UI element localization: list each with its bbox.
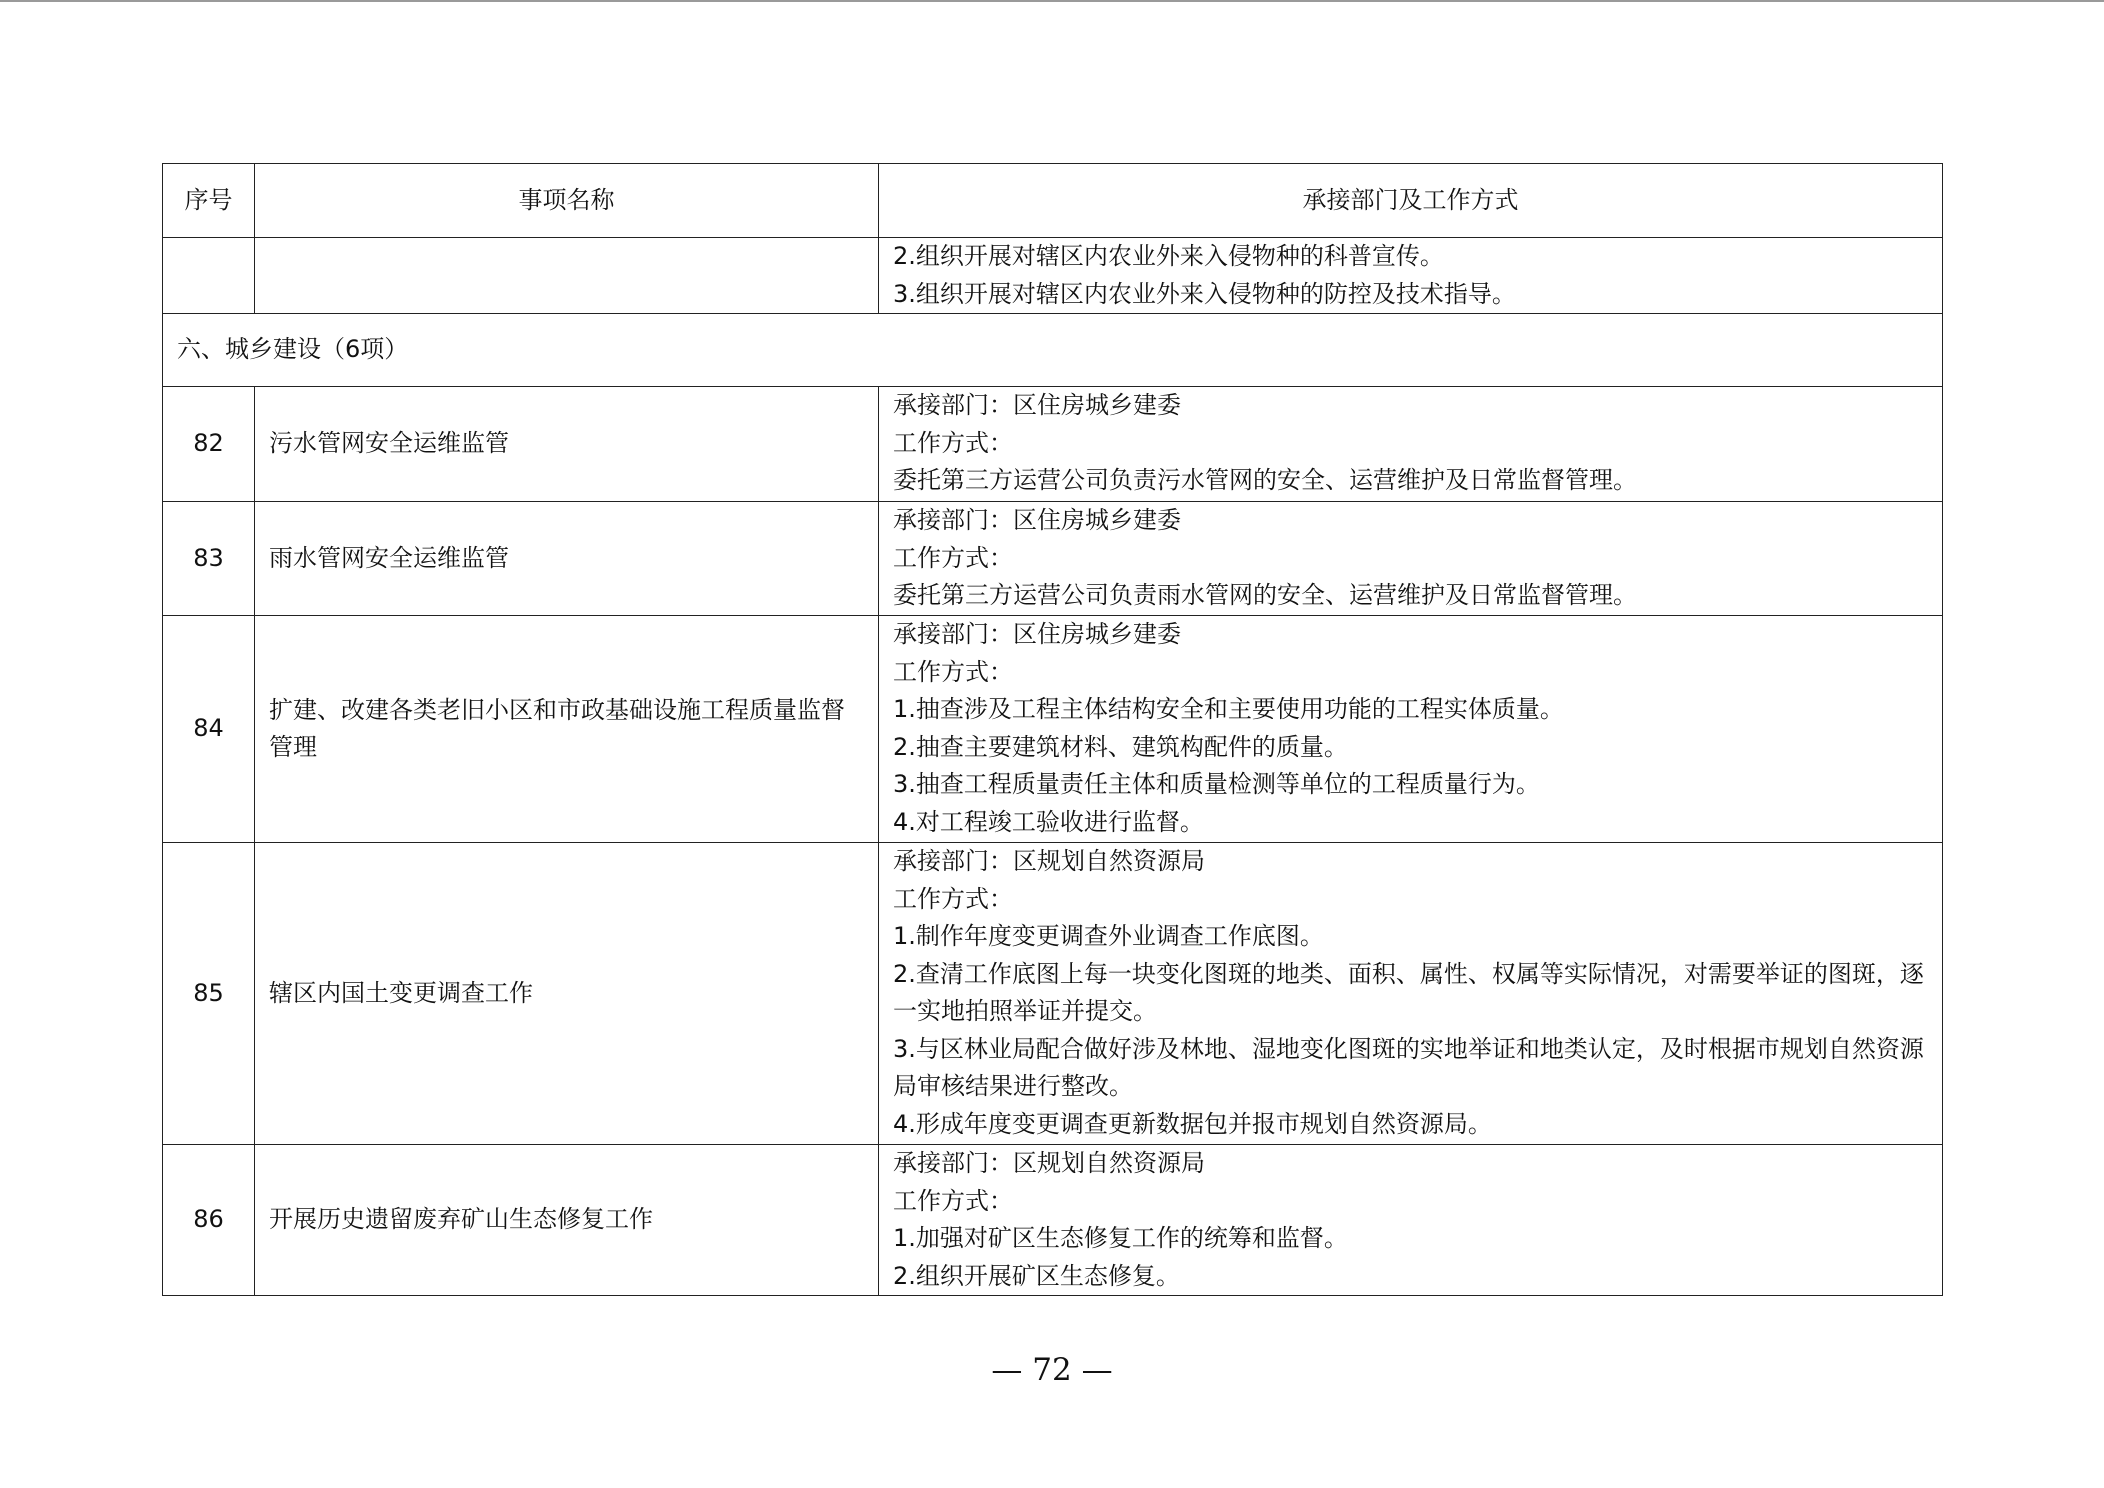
- dept-method-line: 委托第三方运营公司负责污水管网的安全、运营维护及日常监督管理。: [893, 466, 1637, 494]
- dept-method-line: 3.与区林业局配合做好涉及林地、湿地变化图斑的实地举证和地类认定，及时根据市规划自然资源局审核结果进行整改。: [893, 1034, 1924, 1100]
- dept-method-line: 委托第三方运营公司负责雨水管网的安全、运营维护及日常监督管理。: [893, 581, 1637, 609]
- dept-method-line: 工作方式：: [893, 657, 1013, 686]
- dept-method-line: 承接部门：区住房城乡建委: [893, 620, 1181, 648]
- table-row: [163, 1145, 1943, 1296]
- dept-method-line: 4.对工程竣工验收进行监督。: [893, 807, 1204, 836]
- dept-method-line: 2.查清工作底图上每一块变化图斑的地类、面积、属性、权属等实际情况，对需要举证的图斑，逐一实地拍照举证并提交。: [893, 959, 1924, 1025]
- dept-method-line: 承接部门：区规划自然资源局: [893, 847, 1205, 875]
- dept-method-line: 3.抽查工程质量责任主体和质量检测等单位的工程质量行为。: [893, 770, 1540, 798]
- dept-method-line: 4.形成年度变更调查更新数据包并报市规划自然资源局。: [893, 1109, 1492, 1138]
- continuation-name-cell: [255, 238, 879, 314]
- table-row: [163, 387, 1943, 502]
- items-table: [162, 163, 1943, 1296]
- row-item-name: 扩建、改建各类老旧小区和市政基础设施工程质量监督管理: [255, 616, 879, 843]
- row-item-name: 雨水管网安全运维监管: [255, 502, 879, 616]
- dept-method-line: 2.组织开展矿区生态修复。: [893, 1261, 1180, 1290]
- row-dept-method: [879, 843, 1943, 1145]
- continuation-line: 2.组织开展对辖区内农业外来入侵物种的科普宣传。: [893, 242, 1444, 270]
- row-item-name: 污水管网安全运维监管: [255, 387, 879, 502]
- table-header-row: [163, 164, 1943, 238]
- dept-method-line: 承接部门：区规划自然资源局: [893, 1149, 1205, 1177]
- continuation-num-cell: [163, 238, 255, 314]
- dept-method-line: 承接部门：区住房城乡建委: [893, 391, 1181, 419]
- header-col-dept: 承接部门及工作方式: [879, 164, 1943, 238]
- row-item-name: 开展历史遗留废弃矿山生态修复工作: [255, 1145, 879, 1296]
- row-number: 82: [163, 387, 255, 502]
- dept-method-line: 2.抽查主要建筑材料、建筑构配件的质量。: [893, 732, 1348, 761]
- dept-method-line: 工作方式：: [893, 884, 1013, 913]
- row-number: 86: [163, 1145, 255, 1296]
- row-dept-method: [879, 1145, 1943, 1296]
- row-dept-method: [879, 616, 1943, 843]
- row-number: 83: [163, 502, 255, 616]
- header-col-name: 事项名称: [255, 164, 879, 238]
- page-number: — 72 —: [991, 1352, 1113, 1388]
- continuation-row: [163, 238, 1943, 314]
- table-row: [163, 502, 1943, 616]
- row-number: 84: [163, 616, 255, 843]
- header-col-num: 序号: [163, 164, 255, 238]
- row-number: 85: [163, 843, 255, 1145]
- row-dept-method: [879, 387, 1943, 502]
- top-border-line: [0, 0, 2104, 2]
- dept-method-line: 1.加强对矿区生态修复工作的统筹和监督。: [893, 1224, 1348, 1252]
- dept-method-line: 工作方式：: [893, 543, 1013, 572]
- dept-method-line: 工作方式：: [893, 428, 1013, 457]
- table-row: [163, 843, 1943, 1145]
- dept-method-line: 1.抽查涉及工程主体结构安全和主要使用功能的工程实体质量。: [893, 695, 1564, 723]
- section-row: [163, 314, 1943, 387]
- dept-method-line: 承接部门：区住房城乡建委: [893, 506, 1181, 534]
- dept-method-line: 工作方式：: [893, 1186, 1013, 1215]
- table-row: [163, 616, 1943, 843]
- section-title: 六、城乡建设（6项）: [163, 314, 1943, 387]
- row-dept-method: [879, 502, 1943, 616]
- dept-method-line: 1.制作年度变更调查外业调查工作底图。: [893, 922, 1324, 950]
- continuation-dept-cell: [879, 238, 1943, 314]
- row-item-name: 辖区内国土变更调查工作: [255, 843, 879, 1145]
- continuation-line: 3.组织开展对辖区内农业外来入侵物种的防控及技术指导。: [893, 279, 1516, 308]
